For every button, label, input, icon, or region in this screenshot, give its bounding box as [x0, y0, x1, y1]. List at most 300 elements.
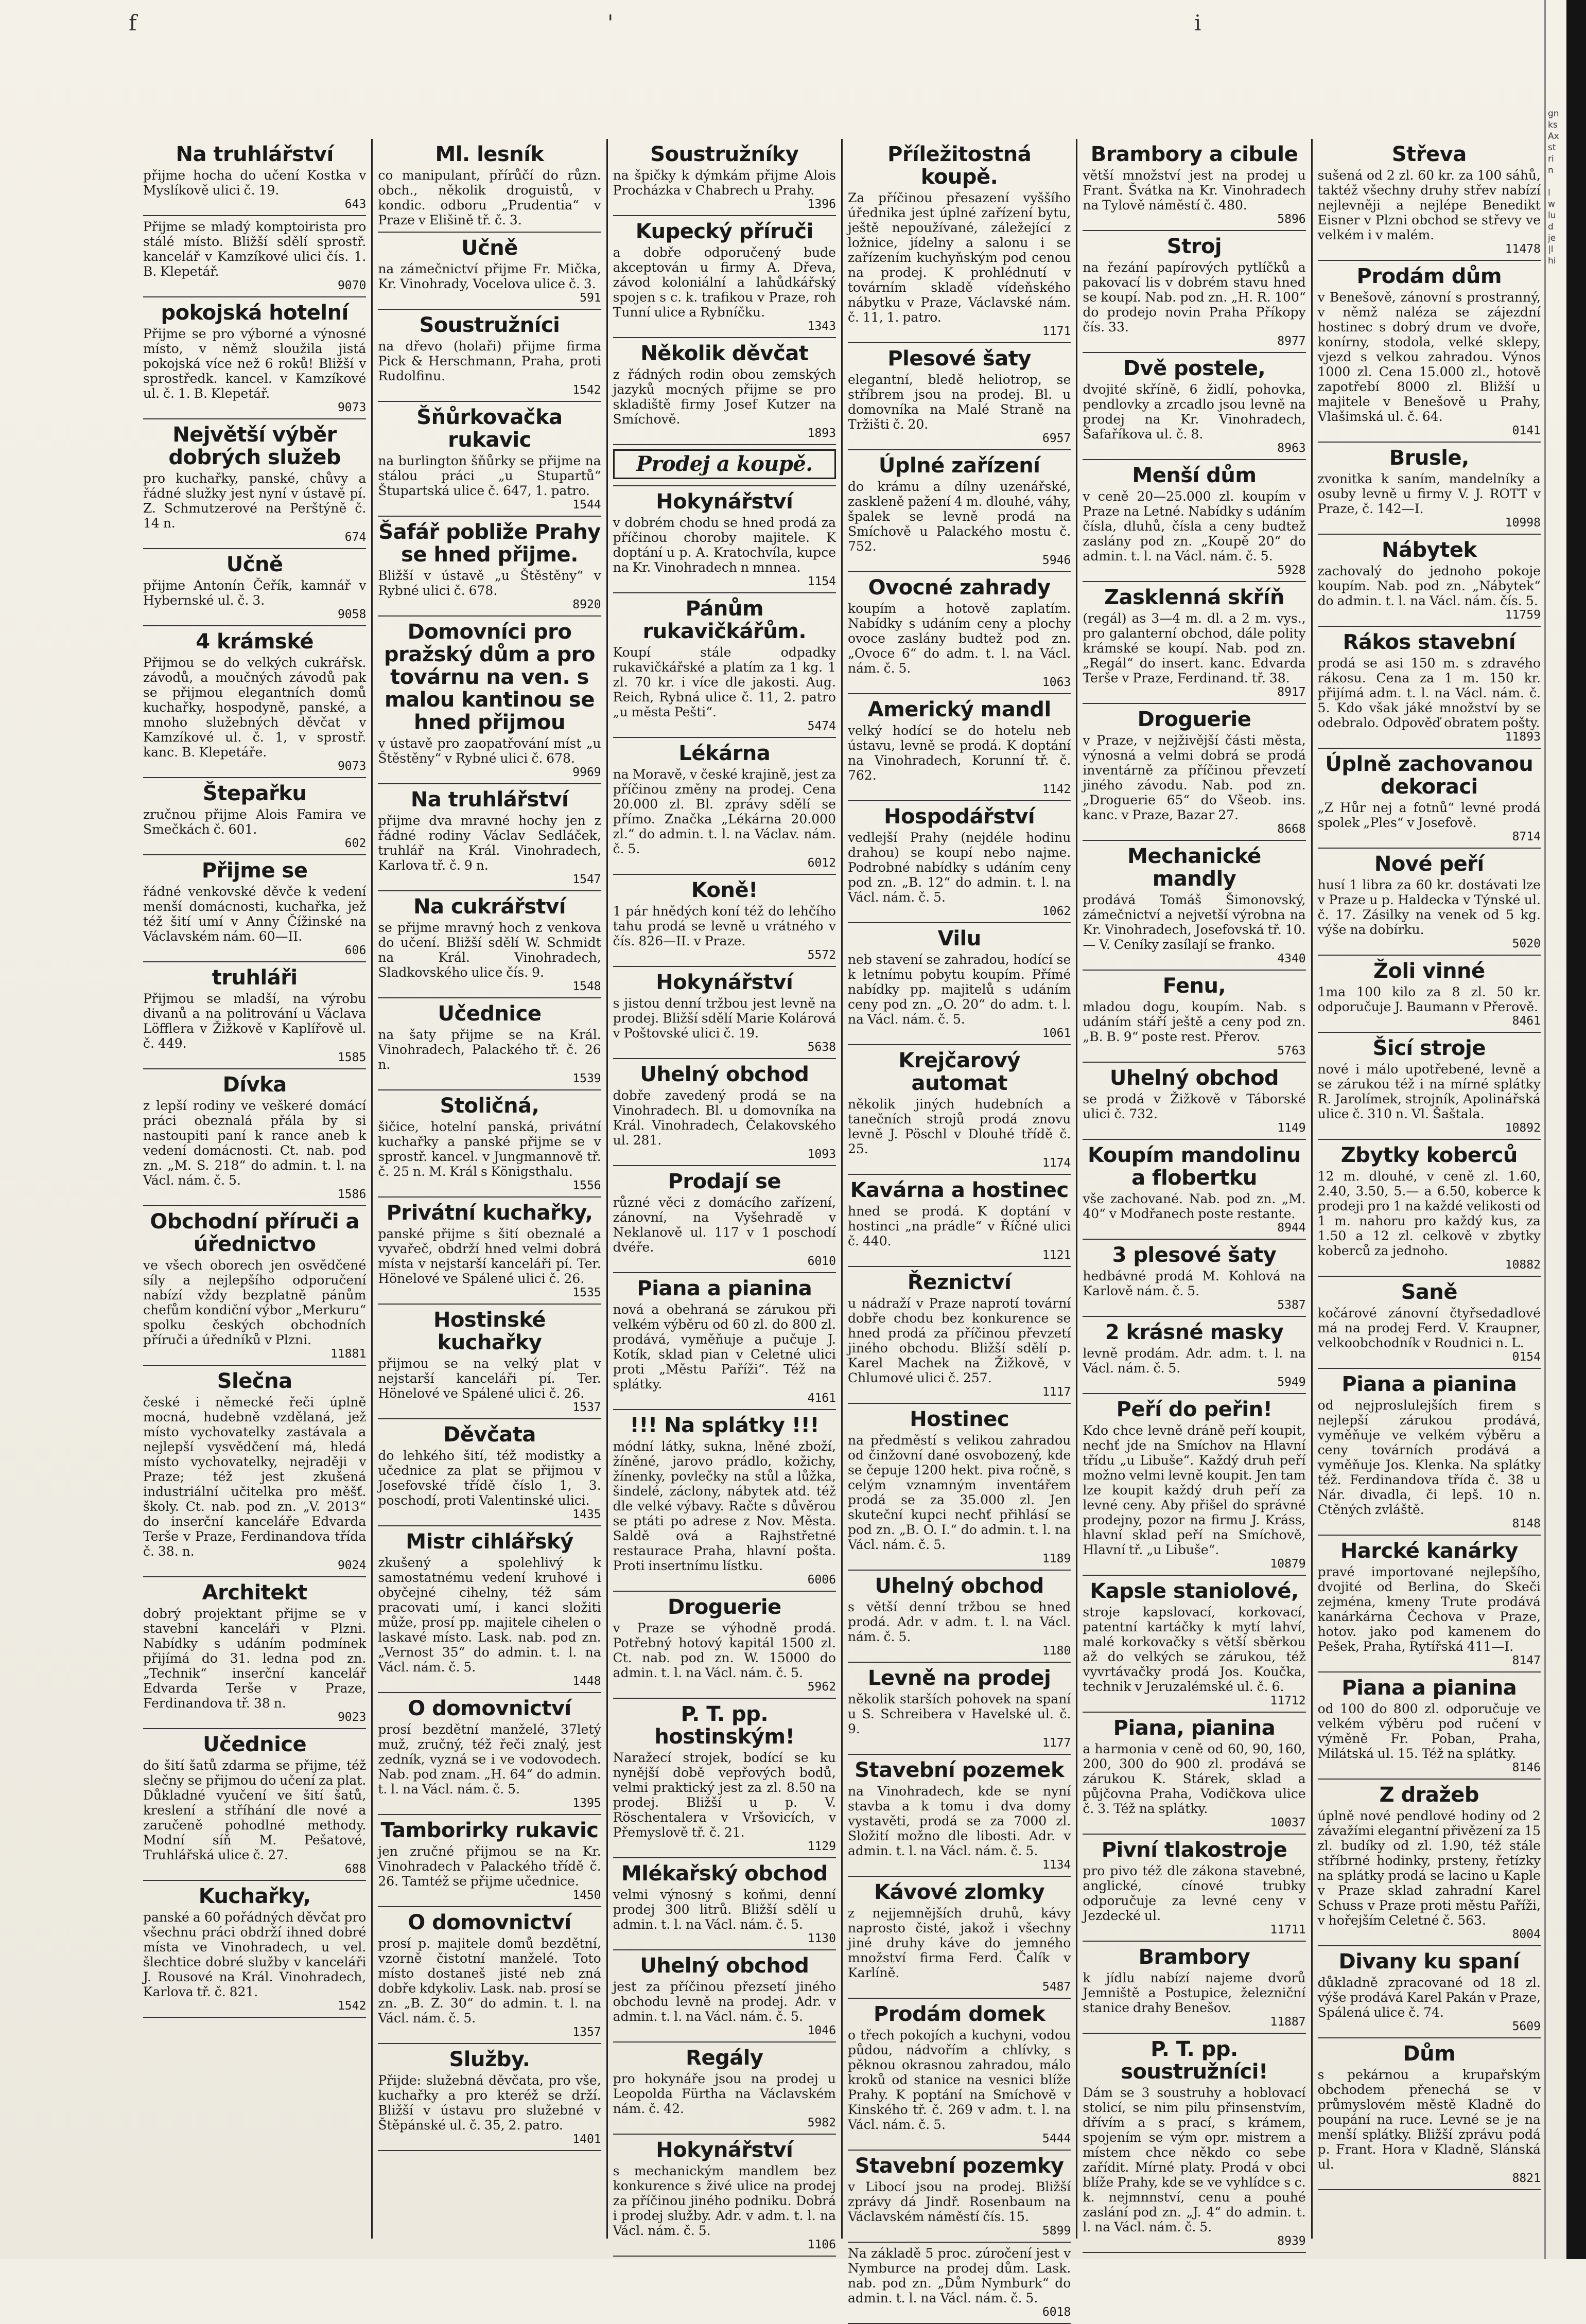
- ad-heading: Privátní kuchařky,: [386, 1201, 593, 1225]
- ad-number: 11887: [1270, 2015, 1306, 2029]
- classified-ad: [1318, 1946, 1541, 2038]
- ad-number: 5020: [1512, 937, 1541, 950]
- ad-heading: Fenu,: [1162, 974, 1226, 998]
- ad-text: hned se prodá. K doptání v hostinci „na prádle“ v Říčné ulici č. 440.: [847, 1204, 1071, 1248]
- ad-text: několik starších pohovek na spaní u S. Schreibera v Havelské ul. č. 9.: [847, 1692, 1071, 1736]
- ad-number: 602: [344, 837, 367, 850]
- ad-heading: Ovocné zahrady: [868, 576, 1051, 600]
- ad-text: a dobře odporučený bude akceptován u firmy A. Dřeva, závod koloniální a lahůdkářský spojen s c. k. trafikou v Praze, roh Tunní ulice a Rybníčku.: [613, 245, 836, 320]
- ad-text: větší množství jest na prodej u Frant. Švátka na Kr. Vinohradech na Tylově náměstí č. 480.: [1083, 168, 1306, 213]
- ad-heading: Úplné zařízení: [878, 454, 1040, 478]
- ad-number: 1396: [807, 198, 836, 211]
- ad-text: z nejjemnějších druhů, kávy naprosto čisté, jakož i všechny jiné druhy káve do jemného množství firma Ferd. Čalík v Karlíně.: [847, 1906, 1071, 1980]
- ad-heading: Levně na prodej: [867, 1666, 1051, 1690]
- ad-heading: Žoli vinné: [1373, 959, 1485, 983]
- ad-heading: Na cukrářství: [413, 895, 566, 919]
- ad-number: 1062: [1042, 905, 1071, 918]
- ad-text: v ústavě pro zaopatřování míst „u Štěstěny“ v Rybné ulici č. 678.: [378, 736, 601, 766]
- classified-ad: [1083, 1942, 1305, 2034]
- ad-number: 1585: [337, 1051, 367, 1064]
- ad-text: levně prodám. Adr. adm. t. l. na Václ. nám. č. 5.: [1083, 1346, 1306, 1376]
- ad-number: 1548: [572, 980, 601, 993]
- ad-number: 8944: [1277, 1221, 1306, 1235]
- ad-number: 4340: [1277, 952, 1306, 965]
- ad-number: 6018: [1042, 2305, 1071, 2319]
- classified-ad: [143, 1577, 366, 1729]
- classified-ad: [848, 343, 1071, 450]
- ad-number: 11759: [1505, 608, 1541, 622]
- ad-text: zkušený a spolehlivý k samostatnému vedení kruhové i obyčejné cihelny, též sám pracovati umí, i kanci složiti může, prosí pp. majitele cihelen o laskavé místo. Lask. nab. pod zn. „Vernost 35“ do admin. t. l. na Václ. nám. č. 5.: [378, 1555, 601, 1675]
- ad-number: 1401: [572, 2133, 601, 2146]
- classified-ad: [1318, 749, 1541, 849]
- classified-ad: [143, 1069, 366, 1206]
- classified-ad: [848, 1877, 1071, 1999]
- classified-ad: [1318, 627, 1541, 749]
- ad-number: 9073: [337, 760, 367, 773]
- ad-number: 0154: [1512, 1350, 1541, 1364]
- ad-text: velký hodící se do hotelu neb ústavu, levně se prodá. K doptání na Vinohradech, Korunní tř. č. 762.: [847, 723, 1071, 783]
- ad-number: 1547: [572, 873, 601, 886]
- classified-ad: [378, 1198, 601, 1305]
- ad-text: a harmonia v ceně od 60, 90, 160, 200, 300 do 900 zl. prodává se zárukou K. Stárek, sklad a půjčovna Praha, Vodičkova ulice č. 3. Též na splátky.: [1083, 1741, 1306, 1816]
- classified-ad: [848, 1999, 1071, 2151]
- ad-text: dvojité skříně, 6 židlí, pohovka, pendlovky a zrcadlo jsou levně na prodej na Kr. Vinohradech, Šafaříkova ul. č. 8.: [1083, 382, 1306, 442]
- column-1: [138, 139, 373, 2239]
- classified-ad: [378, 1815, 601, 1907]
- ad-heading: Služby.: [449, 2048, 530, 2071]
- classified-ad: [1083, 1713, 1305, 1835]
- ad-number: 9023: [337, 1711, 367, 1724]
- ad-number: 1154: [807, 575, 836, 588]
- ad-heading: Mistr cihlářský: [406, 1530, 573, 1554]
- ad-heading: Soustružníci: [419, 313, 560, 337]
- ad-text: Přijme se mladý komptoirista pro stálé místo. Bližší sdělí sprostř. kancelář v Kamzíkové ulici čís. 1. B. Klepetář.: [143, 219, 367, 279]
- ad-number: 10998: [1505, 516, 1541, 530]
- ad-heading: O domovnictví: [408, 1911, 571, 1934]
- ad-number: 0141: [1512, 424, 1541, 437]
- classified-ad: [1318, 139, 1541, 261]
- classified-ad: [1083, 1317, 1305, 1394]
- ad-heading: Šňůrkovačka rukavic: [416, 406, 563, 452]
- ad-heading: Učně: [226, 553, 283, 576]
- ad-text: o třech pokojích a kuchyni, vodou půdou, nádvořím a chlívky, s pěknou okrasnou zahradou, málo kroků od stanice na vesnici blíže Prahy. K poptání na Smíchově v Kinského tř. č. 269 v adm. t. l. na Václ. nám. č. 5.: [847, 2028, 1071, 2132]
- ad-text: od nejproslulejších firem s nejlepší zárukou prodává, vyměňuje ve velkém výběru a ceny továrních prodává a vyměňuje Jos. Klenka. Na splátky též. Ferdinandova třída č. 38 u Nár. divadla, či lepš. 10 n. Ctěných zvláště.: [1317, 1398, 1541, 1517]
- classified-ad: [613, 967, 836, 1059]
- classified-ad: [1083, 704, 1305, 841]
- ad-text: na Vinohradech, kde se nyní stavba a k tomu i dva domy vystavěti, prodá se za 7000 zl. Složití možno dle libosti. Adr. v admin. t. l. na Václ. nám. č. 5.: [847, 1784, 1071, 1858]
- ad-heading: Dům: [1403, 2042, 1456, 2066]
- classified-ad: [613, 1410, 836, 1592]
- ad-heading: Saně: [1401, 1280, 1457, 1304]
- ad-heading: Zasklenná skříň: [1104, 586, 1284, 609]
- ad-number: 1448: [572, 1675, 601, 1688]
- ad-heading: Stavební pozemky: [855, 2154, 1064, 2178]
- classified-ad: [848, 139, 1071, 343]
- ad-number: 9024: [337, 1559, 367, 1572]
- ad-text: důkladně zpracované od 18 zl. výše prodává Karel Pakán v Praze, Spálená ulice č. 74.: [1317, 1975, 1541, 2020]
- classified-ad: [143, 778, 366, 855]
- classified-ad: [848, 2151, 1071, 2243]
- ad-number: 8004: [1512, 1928, 1541, 1941]
- classified-ad: [378, 998, 601, 1090]
- ad-number: 1537: [572, 1401, 601, 1414]
- ad-number: 10892: [1505, 1121, 1541, 1135]
- ad-number: 8668: [1277, 822, 1306, 836]
- scan-border: [1566, 0, 1586, 2259]
- ad-number: 1542: [337, 1999, 367, 2013]
- ad-heading: !!! Na splátky !!!: [630, 1414, 820, 1437]
- classified-ad: [1083, 2034, 1305, 2253]
- ad-number: 8920: [572, 598, 601, 611]
- ad-number: 8146: [1512, 1761, 1541, 1774]
- classified-ad: [613, 1166, 836, 1273]
- classified-ad: [378, 784, 601, 891]
- ad-number: 11881: [330, 1347, 367, 1361]
- ad-heading: Děvčata: [443, 1423, 536, 1447]
- ad-heading: Učně: [461, 236, 518, 260]
- classified-ad: [613, 338, 836, 445]
- ad-heading: Mlékařský obchod: [621, 1862, 828, 1886]
- ad-heading: Zbytky koberců: [1340, 1143, 1518, 1167]
- adjacent-page-text: gn ks Ax st ri n l w lu d je |l hi: [1548, 109, 1559, 266]
- ad-text: prodá se asi 150 m. s zdravého rákosu. Cena za 1 m. 150 kr. přijímá adm. t. l. na Václ. nám. č. 5. Kdo však jáké množství by se odebralo. Odpověď obratem pošty.: [1317, 656, 1541, 730]
- ad-text: dobrý projektant přijme se v stavební kanceláři v Plzni. Nabídky s udáním podmínek přijímá do 31. ledna pod zn. „Technik“ inserční kancelář Edvarda Terše v Praze, Ferdinandova tř. 38 n.: [143, 1606, 367, 1711]
- ad-text: na dřevo (holaři) přijme firma Pick & Herschmann, Praha, proti Rudolfinu.: [378, 339, 601, 383]
- classified-ad: [378, 617, 601, 784]
- ad-heading: Uhelný obchod: [640, 1954, 809, 1978]
- classified-ad: [143, 626, 366, 778]
- ad-number: 5899: [1042, 2224, 1071, 2238]
- classified-ad: [1083, 582, 1305, 704]
- ad-number: 9058: [337, 608, 367, 621]
- ad-text: jest za příčinou přezsetí jiného obchodu levně na prodej. Adr. v admin. t. l. na Václ. nám. č. 5.: [613, 1979, 836, 2024]
- classified-ad: [613, 1858, 836, 1950]
- classified-ad: [613, 139, 836, 216]
- ad-number: 5982: [807, 2116, 836, 2129]
- ad-text: zručnou přijme Alois Famira ve Smečkách č. 601.: [143, 807, 367, 837]
- ad-heading: Divany ku spaní: [1338, 1950, 1520, 1974]
- ad-heading: Brambory a cibule: [1090, 143, 1298, 166]
- ad-text: v Libocí jsou na prodej. Bližší zprávy dá Jindř. Rosenbaum na Václavském náměstí čís. 15.: [847, 2179, 1071, 2224]
- classified-ad: [1083, 1063, 1305, 1140]
- ad-text: úplně nové pendlové hodiny od 2 závažími elegantní přivězení za 15 zl. budíky od zl. 1.90, též stále stříbrné hodinky, prsteny, řetízky na splátky prodá se lacino u Kaple v Praze sklad zahradní Karel Schuss v Praze proti městu Paříži, v hořejším Celetné č. 563.: [1317, 1808, 1541, 1928]
- classified-ad: [848, 1175, 1071, 1267]
- ad-text: velmi výnosný s koňmi, denní prodej 300 litrů. Bližší sdělí u admin. t. l. na Václ. nám. č. 5.: [613, 1887, 836, 1932]
- classified-ad: [143, 297, 366, 419]
- ad-heading: Brusle,: [1389, 446, 1469, 470]
- ad-number: 1093: [807, 1148, 836, 1161]
- ad-heading: Hostinec: [910, 1407, 1009, 1431]
- ad-number: 1893: [807, 427, 836, 440]
- classified-ad: [613, 486, 836, 593]
- classified-ad: [848, 1267, 1071, 1404]
- ad-heading: Šafář pobliže Prahy se hned přijme.: [378, 520, 601, 567]
- ad-heading: Droguerie: [667, 1595, 781, 1619]
- ad-number: 11712: [1270, 1694, 1306, 1707]
- ad-text: na burlington šňůrky se přijme na stálou práci „u Stupartů“ Štupartská ulice č. 647, 1. patro.: [378, 453, 601, 498]
- ad-heading: Prodám dům: [1356, 265, 1502, 288]
- ad-text: co manipulant, přírůčí do různ. obch., několik droguistů, v kondic. odboru „Prudentia“ v Praze v Elišině tř. č. 3.: [378, 168, 601, 227]
- ad-heading: Největší výběr dobrých služeb: [168, 423, 341, 469]
- ad-text: do šití šatů zdarma se přijme, též slečny se přijmou do učení za plat. Důkladné vyučení ve šití šatů, kreslení a stříhání dle nové a zaručeně pohodlné methody. Modní síň M. Pešatové, Truhlářská ulice č. 27.: [143, 1758, 367, 1862]
- ad-heading: Kuchařky,: [198, 1885, 311, 1908]
- ad-number: 8147: [1512, 1654, 1541, 1667]
- ad-number: 11893: [1505, 730, 1541, 744]
- ad-number: 8148: [1512, 1517, 1541, 1530]
- classified-ad: [143, 1206, 366, 1366]
- classified-ad: [848, 923, 1071, 1045]
- ad-number: 606: [344, 944, 367, 957]
- classified-ad: [1318, 849, 1541, 956]
- ad-number: 1180: [1042, 1644, 1071, 1658]
- ad-heading: Koně!: [691, 878, 758, 902]
- classified-ad: [1083, 1835, 1305, 1942]
- ad-text: v Benešově, zánovní s prostranný, v němž naléza se zájezdní hostinec s dobrý drum ve dvoře, konírny, stodola, velké sklepy, vjezd s velkou zahradou. Výnos 1000 zl. Cena 15.000 zl., hotově zapotřebí 8000 zl. Bližší u majitele v Benešově u Prahy, Vlašimská ul. č. 64.: [1317, 290, 1541, 424]
- classified-ad: [1318, 261, 1541, 443]
- ad-heading: Koupím mandolinu a flobertku: [1088, 1143, 1301, 1190]
- ad-heading: P. T. pp. soustružníci!: [1121, 2037, 1268, 2084]
- column-6: [1313, 139, 1546, 2239]
- ad-number: 10882: [1505, 1258, 1541, 1272]
- ad-heading: Regály: [686, 2046, 763, 2070]
- ad-heading: Kávové zlomky: [874, 1880, 1045, 1904]
- ad-text: mladou dogu, koupím. Nab. s udáním stáří ještě a ceny pod zn. „B. B. 9“ poste rest. Přerov.: [1083, 999, 1306, 1044]
- ad-heading: Architekt: [202, 1581, 307, 1605]
- ad-number: 1556: [572, 1179, 601, 1192]
- ad-heading: truhláři: [212, 966, 298, 990]
- ad-heading: Piana a pianina: [637, 1277, 812, 1300]
- ad-number: 11711: [1270, 1923, 1306, 1936]
- classified-ad: [1083, 139, 1305, 231]
- ad-number: 1061: [1042, 1027, 1071, 1040]
- ad-number: 5946: [1042, 554, 1071, 567]
- ad-text: Za příčinou přesazení vyššího úřednika jest úplné zařízení bytu, ještě nepoužívané, záležející z ložnice, jídelny a salonu i se zařízením kuchyňským pod cenou na prodej. K prohlédnutí v továrním skladě vídeňského nábytku v Praze, Václavské nám. č. 11, 1. patro.: [847, 190, 1071, 325]
- margin-mark: f: [129, 10, 137, 36]
- classified-ad: [848, 450, 1071, 572]
- section-heading: Prodej a koupě.: [613, 449, 836, 479]
- ad-heading: 4 krámské: [196, 630, 314, 654]
- classified-ad: [378, 1526, 601, 1693]
- ad-text: s jistou denní tržbou jest levně na prodej. Bližší sdělí Marie Kolárová v Poštovské ulici č. 19.: [613, 996, 836, 1041]
- ad-text: 12 m. dlouhé, v ceně zl. 1.60, 2.40, 3.50, 5.— a 6.50, koberce k prodeji pro 1 na každé velikosti od 1 m. nahoru pro každý kus, za 1.50 a 12 zl. celkově v zbytky koberců za jednoho.: [1317, 1169, 1541, 1258]
- ad-heading: Krejčarový automat: [898, 1049, 1020, 1095]
- ad-heading: Stoličná,: [440, 1094, 539, 1118]
- classified-ad: [848, 1663, 1071, 1755]
- ad-text: s větší denní tržbou se hned prodá. Adr. v adm. t. l. na Václ. nám. č. 5.: [847, 1599, 1071, 1644]
- ad-heading: Učednice: [438, 1002, 542, 1026]
- ad-number: 10879: [1270, 1557, 1306, 1571]
- ad-number: 1435: [572, 1508, 601, 1521]
- ad-text: kočárové zánovní čtyřsedadlové má na prodej Ferd. V. Kraupner, velkoobchodník v Roudnici n. L.: [1317, 1306, 1541, 1350]
- classified-ad: [1318, 1672, 1541, 1780]
- classified-ad: [1318, 535, 1541, 627]
- ad-heading: Prodám domek: [874, 2002, 1045, 2026]
- ad-number: 1357: [572, 2026, 601, 2039]
- classified-ad: [613, 1059, 836, 1166]
- ad-text: na šaty přijme se na Král. Vinohradech, Palackého tř. č. 26 n.: [378, 1027, 601, 1072]
- ad-text: panské a 60 pořádných děvčat pro všechnu práci obdrží ihned dobré místa ve Vinohradech, u vel. šlechtice dobré služby v kanceláři J. Rousové na Král. Vinohradech, Karlova tř. č. 821.: [143, 1910, 367, 1999]
- ad-text: v ceně 20—25.000 zl. koupím v Praze na Letné. Nabídky s udáním čísla, dluhů, čísla a ceny budtež zaslány pod zn. „Koupě 20“ do admin. t. l. na Václ. nám. č. 5.: [1083, 489, 1306, 564]
- ad-heading: Peří do peřin!: [1116, 1398, 1273, 1421]
- ad-text: řádné venkovské děvče k vedení menší domácnosti, kuchařka, jež též šití umí v Anny Čížinské na Václavském nám. 60—II.: [143, 884, 367, 944]
- ad-text: s pekárnou a krupařským obchodem přenechá se v průmyslovém městě Kladně do poupání na ruce. Levné se je na menší splátky. Bližší zprávu podá p. Frant. Hora v Kladně, Slánská ul.: [1317, 2067, 1541, 2172]
- ad-number: 5763: [1277, 1044, 1306, 1058]
- ad-text: přijme dva mravné hochy jen z řádné rodiny Václav Sedláček, truhlář na Král. Vinohradech, Karlova tř. č. 9 n.: [378, 813, 601, 873]
- ad-heading: Pánům rukavičkářům.: [642, 597, 807, 643]
- classified-ad: [378, 1693, 601, 1815]
- ad-text: do lehkého šití, též modistky a učednice za plat se přijmou v Josefovské třídě číslo 1, 3. poschodí, proti Valentinské ulici.: [378, 1448, 601, 1508]
- ad-number: 1189: [1042, 1552, 1071, 1565]
- ad-heading: Řeznictví: [907, 1271, 1012, 1294]
- ad-number: 1171: [1042, 325, 1071, 338]
- ad-text: (regál) as 3—4 m. dl. a 2 m. vys., pro galanterní obchod, dále polity krámské se koupí. Nab. pod zn. „Regál“ do insert. kanc. Edvarda Terše v Praze, Ferdinand. tř. 38.: [1083, 611, 1306, 685]
- ad-text: hedbávné prodá M. Kohlová na Karlově nám. č. 5.: [1083, 1269, 1306, 1298]
- ad-text: koupím a hotově zaplatím. Nabídky s udáním ceny a plochy ovoce zaslány budtež pod zn. „Ovoce 6“ do adm. t. l. na Václ. nám. č. 5.: [847, 601, 1071, 676]
- classified-ad: [143, 1366, 366, 1577]
- ad-heading: Nábytek: [1382, 538, 1477, 562]
- ad-text: módní látky, sukna, lněné zboží, žíněné, jarovo prádlo, kožichy, žínenky, povlečky na stůl a lůžka, šindelé, záclony, nábytek atd. též dle velké výbavy. Račte s důvěrou se ptáti po adrese z Nov. Města. Saldě ová a Rajhstřetné restaurace Praha, hlavní pošta. Proti insertnímu lístku.: [613, 1439, 836, 1573]
- ad-heading: Ml. lesník: [435, 143, 544, 166]
- classified-ad: [613, 593, 836, 738]
- ad-text: od 100 do 800 zl. odporučuje ve velkém výběru pod ručení v výměně Fr. Poban, Praha, Milátská ul. 15. Též na splátky.: [1317, 1701, 1541, 1761]
- classified-ad: [1083, 353, 1305, 460]
- ad-text: Přijmou se do velkých cukrářsk. závodů, a moučných závodů pak se přijmou elegantních domů kuchařky, hospodyně, panské, a mnoho služebných děvčat v Kamzíkové ul. č. 1, v sprostř. kanc. B. Klepetáře.: [143, 655, 367, 760]
- ad-text: nové i málo upotřebené, levně a se zárukou též i na mírné splátky R. Jarolímek, strojník, Apolinářská ulice č. 310 n. Vl. Šaštala.: [1317, 1062, 1541, 1121]
- ad-number: 6010: [807, 1255, 836, 1268]
- ad-heading: Příležitostná koupě.: [887, 143, 1032, 189]
- ad-number: 8917: [1277, 685, 1306, 699]
- ad-number: 5444: [1042, 2132, 1071, 2145]
- ad-number: 6012: [807, 856, 836, 870]
- ad-text: ve všech oborech jen osvědčené síly a nejlepšího odporučení nabízí vždy bezplatně pánům chefům kondiční výbor „Merkuru“ spolku českých obchodních příruči a úředníků v Plzni.: [143, 1258, 367, 1347]
- ad-number: 1106: [807, 2238, 836, 2251]
- ad-heading: Stavební pozemek: [855, 1758, 1065, 1782]
- classified-ad: [1318, 1780, 1541, 1946]
- ad-number: 674: [344, 531, 367, 544]
- ad-text: z lepší rodiny ve veškeré domácí práci obeznalá přála by si nastoupiti paní k rance aneb k vedení domácnosti. Ct. nab. pod zn. „M. S. 218“ do admin. t. l. na Václ. nám. č. 5.: [143, 1098, 367, 1188]
- ad-text: Koupí stále odpadky rukavičkářské a platím za 1 kg. 1 zl. 70 kr. i více dle jakosti. Aug. Reich, Rybná ulice č. 11, 2. patro „u města Pešti“.: [613, 645, 836, 719]
- ad-text: na řezání papírových pytlíčků a pakovací lis v dobrém stavu hned se koupí. Nab. pod zn. „H. R. 100“ do prodejo novin Praha Příkopy čís. 33.: [1083, 260, 1306, 334]
- classified-ad: [1083, 1576, 1305, 1713]
- ad-text: různé věci z domácího zařízení, zánovní, na Vyšehradě v Neklanově ul. 117 v 1 poschodí dvéře.: [613, 1195, 836, 1255]
- ad-heading: Na truhlářství: [410, 788, 569, 812]
- ad-number: 9969: [572, 766, 601, 779]
- ad-heading: Štepařku: [202, 782, 307, 805]
- ad-text: Kdo chce levně dráně peří koupit, nechť jde na Smíchov na Hlavní třídu „u Libuše“. Každý druh peří možno velmi levně koupit. Jen tam lze koupit každý druh peří za levné ceny. Aby přišel do správné prodejny, pozor na firmu J. Kráss, hlavní sklad peří na Smíchově, Hlavní tř. „u Libuše“.: [1083, 1423, 1306, 1557]
- classified-ad: [1083, 231, 1305, 353]
- classified-ad: [378, 1305, 601, 1419]
- ad-text: Přijde: služebná děvčata, pro vše, kuchařky a pro kteréž se drží. Bližší v ústavu pro služebné v Štěpánské ul. č. 35, 2. patro.: [378, 2073, 601, 2133]
- classified-ad: [378, 1907, 601, 2044]
- ad-heading: pokojská hotelní: [161, 301, 348, 325]
- ad-text: k jídlu nabízí najeme dvorů Jemniště a Postupice, železniční stanice drahy Benešov.: [1083, 1970, 1306, 2015]
- classified-ad: [143, 216, 366, 297]
- ad-text: jen zručné přijmou se na Kr. Vinohradech v Palackého třídě č. 26. Tamtéž se přijme učednice.: [378, 1844, 601, 1889]
- classified-ad: [143, 855, 366, 962]
- ad-number: 5487: [1042, 1980, 1071, 1994]
- classified-ad: [613, 1699, 836, 1858]
- classified-ad: [848, 1755, 1071, 1877]
- ad-text: několik jiných hudebních a tanečních strojů prodá znovu levně J. Pöschl v Dlouhé třídě č. 25.: [847, 1097, 1071, 1156]
- ad-number: 1544: [572, 498, 601, 512]
- ad-heading: Učednice: [203, 1733, 307, 1756]
- classified-ad: [143, 549, 366, 626]
- ad-text: v Praze, v nejživější části města, výnosná a velmi dobrá se prodá inventárně za příčinou převzetí jiného závodu. Nab. pod zn. „Droguerie 65“ do Všeob. ins. kanc. v Praze, Bazar 27.: [1083, 733, 1306, 822]
- ad-number: 8821: [1512, 2172, 1541, 2185]
- ad-heading: Hostinské kuchařky: [433, 1308, 546, 1354]
- classified-ad: [1318, 1033, 1541, 1140]
- ad-heading: Střeva: [1391, 143, 1467, 166]
- ad-text: Přijmou se mladší, na výrobu divanů a na politrování u Václava Löfflera v Žižkově v Kaplířově ul. č. 449.: [143, 991, 367, 1051]
- classified-ad: [613, 1273, 836, 1410]
- ad-number: 8461: [1512, 1014, 1541, 1028]
- ad-heading: 2 krásné masky: [1105, 1321, 1284, 1344]
- ad-heading: Hospodářství: [884, 805, 1035, 829]
- classified-ad: [1318, 1536, 1541, 1672]
- margin-mark: i: [1194, 10, 1201, 36]
- classified-ad: [613, 216, 836, 338]
- ad-text: na špičky k dýmkám přijme Alois Procházka v Chabrech u Prahy.: [613, 168, 836, 198]
- classified-ad: [613, 2043, 836, 2135]
- ad-number: 5609: [1512, 2020, 1541, 2033]
- ad-number: 5949: [1277, 1376, 1306, 1389]
- ad-number: 5572: [807, 948, 836, 962]
- ad-text: Bližší v ústavě „u Štěstěny“ v Rybné ulici č. 678.: [378, 568, 601, 598]
- ad-heading: Hokynářství: [656, 2138, 793, 2162]
- column-3: [608, 139, 843, 2251]
- ad-text: vedlejší Prahy (nejdéle hodinu drahou) se koupí nebo najme. Podrobné nabídky s udáním ceny pod zn. „B. 12“ do admin. t. l. na Václ. nám. č. 5.: [847, 830, 1071, 905]
- ad-heading: Kupecký příruči: [635, 220, 813, 243]
- ad-heading: Droguerie: [1137, 708, 1251, 731]
- ad-number: 1130: [807, 1932, 836, 1945]
- ad-number: 9073: [337, 401, 367, 414]
- ad-text: panské přijme s šití obeznalé a vyvařeč, obdrží hned velmi dobrá místa v nejstarší kanceláři pí. Ter. Hönelové ve Spálené ulici č. 26.: [378, 1226, 601, 1286]
- column-5: [1077, 139, 1312, 2248]
- ad-heading: Vilu: [937, 927, 981, 950]
- ad-text: vše zachované. Nab. pod zn. „M. 40“ v Modřanech poste restante.: [1083, 1191, 1306, 1221]
- ad-heading: Lékárna: [678, 742, 771, 765]
- ad-text: prodává Tomáš Šimonovský, zámečnictví a nejvetší výrobna na Kr. Vinohradech, Josefovská tř. 10. — V. Ceníky zasílají se franko.: [1083, 892, 1306, 952]
- ad-text: přijmou se na velký plat v nejstarší kanceláři pí. Ter. Hönelové ve Spálené ulici č. 26.: [378, 1356, 601, 1401]
- ad-number: 6957: [1042, 432, 1071, 445]
- ad-text: do krámu a dílny uzenářské, zaskleně pažení 4 m. dlouhé, váhy, špalek se levně prodá na Smíchově u Palackého mostu č. 752.: [847, 479, 1071, 554]
- ad-text: přijme Antonín Čeřík, kamnář v Hybernské ul. č. 3.: [143, 578, 367, 608]
- classified-ad: [613, 2135, 836, 2257]
- ad-heading: Menší dům: [1132, 464, 1257, 487]
- ad-text: u nádraží v Praze naprotí tovární dobře chodu bez konkurence se hned prodá za příčinou převzetí jiného obchodu. Bližší sdělí p. Karel Machek na Žižkově, v Chlumové ulici č. 257.: [847, 1296, 1071, 1385]
- ad-heading: Harcké kanárky: [1340, 1539, 1518, 1563]
- margin-mark: ': [607, 10, 614, 36]
- ad-number: 1395: [572, 1797, 601, 1810]
- ad-heading: Piana a pianina: [1341, 1676, 1517, 1700]
- ad-text: pravé importované nejlepšího, dvojité od Berlina, do Skeči zejména, kmeny Trute prodává kanárkárna Čechova v Praze, hotov. jako pod kamenem do Pešek, Praha, Rytířská 411—I.: [1317, 1564, 1541, 1654]
- ad-number: 1535: [572, 1286, 601, 1299]
- ad-number: 5474: [807, 719, 836, 733]
- column-2: [373, 139, 607, 2239]
- ad-number: 1149: [1277, 1121, 1306, 1135]
- ad-text: zachovalý do jednoho pokoje koupím. Nab. pod zn. „Nábytek“ do admin. t. l. na Václ. nám. čís. 5.: [1317, 564, 1541, 608]
- ad-heading: Brambory: [1138, 1945, 1250, 1969]
- ad-text: na předměstí s velikou zahradou od činžovní dané osvobozený, kde se čepuje 1200 hekt. piva ročně, s celým vznamným inventářem prodá se za 35.000 zl. Jen skuteční kupci nechť přihlásí se pod zn. „B. O. I.“ do admin. t. l. na Václ. nám. č. 5.: [847, 1433, 1071, 1552]
- ad-number: 10037: [1270, 1816, 1306, 1829]
- classified-ad: [848, 2243, 1071, 2324]
- ad-text: stroje kapslovací, korkovací, patentní kartáčky k mytí lahví, malé korkovačky s větší sběrkou až do velkých se zárukou, též vyvrtávačky prodá Jos. Koučka, technik v Jeruzalémské ul. č. 6.: [1083, 1605, 1306, 1694]
- classified-ad: [143, 1729, 366, 1881]
- ad-number: 8714: [1512, 830, 1541, 843]
- ad-heading: Nové peří: [1374, 852, 1484, 876]
- ad-text: prosí p. majitele domů bezdětní, vzorně čistotní manželé. Toto místo dostaneš jisté neb zná dobře kdykoliv. Lask. nab. prosí se zn. „B. Z. 30“ do admin. t. l. na Václ. nám. č. 5.: [378, 1936, 601, 2026]
- classified-ad: [378, 139, 601, 233]
